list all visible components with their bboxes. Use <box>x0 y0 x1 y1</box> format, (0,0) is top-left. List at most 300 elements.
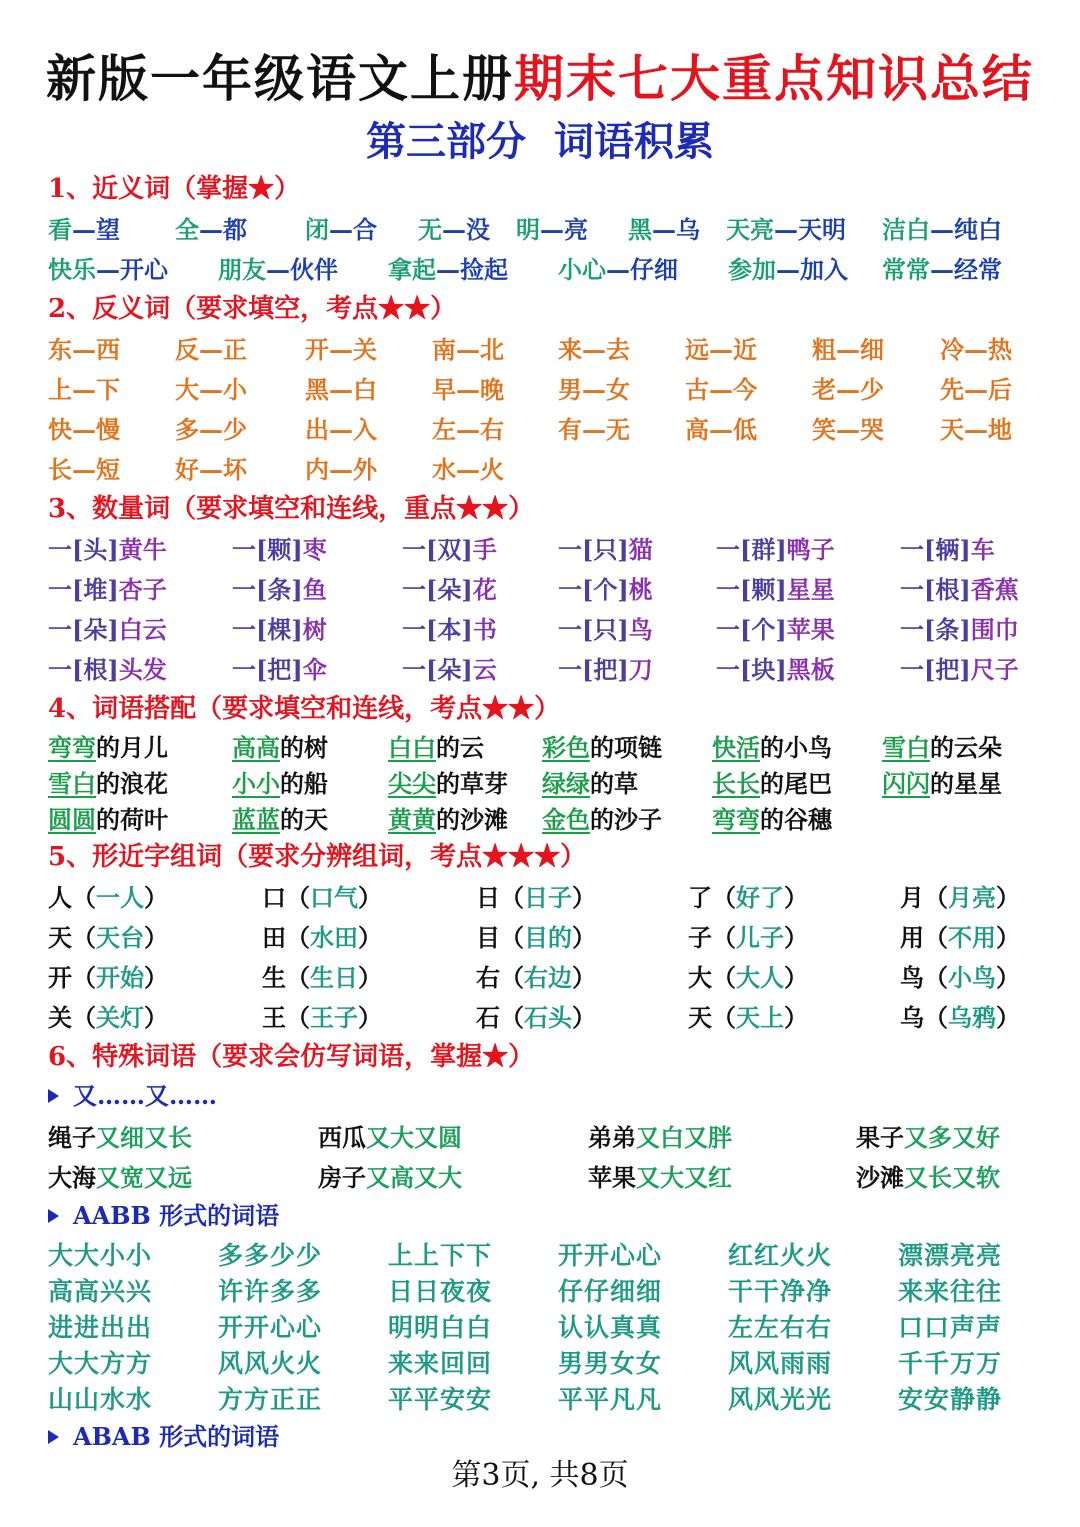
collocation-adjective: 高高 <box>232 733 280 762</box>
measure-noun: 白云 <box>118 615 167 644</box>
similar-word: 月亮 <box>948 883 996 912</box>
paren-open: （ <box>712 883 736 912</box>
you-you-noun: 果子 <box>856 1123 904 1152</box>
paren-close: ） <box>358 923 382 952</box>
you-you-item <box>318 1120 462 1156</box>
section-heading-collocations: 4、词语搭配（要求填空和连线，考点★★） <box>48 694 561 724</box>
section-heading-similar-chars: 5、形近字组词（要求分辨组词，考点★★★） <box>48 842 587 872</box>
collocation-noun: 的云 <box>436 733 484 762</box>
measure-noun: 黑板 <box>786 655 835 684</box>
similar-char-item <box>262 880 382 916</box>
paren-close: ） <box>996 883 1020 912</box>
synonym-word: 快乐 <box>48 255 96 284</box>
similar-char-item <box>900 1000 1020 1036</box>
measure-word-item <box>402 652 497 688</box>
triangle-bullet-icon <box>48 1209 59 1223</box>
paren-open: （ <box>72 963 96 992</box>
antonym-pair: 老—少 <box>812 375 884 404</box>
you-you-noun: 苹果 <box>588 1163 636 1192</box>
collocation-adjective: 圆圆 <box>48 805 96 834</box>
aabb-word: 风风火火 <box>218 1349 323 1378</box>
paren-close: ） <box>144 963 168 992</box>
similar-char-item <box>476 920 596 956</box>
measure-noun: 树 <box>302 615 327 644</box>
measure-word-item <box>402 572 497 608</box>
measure-noun: 香蕉 <box>970 575 1019 604</box>
measure-noun: 枣 <box>302 535 327 564</box>
collocation-noun: 的项链 <box>590 733 662 762</box>
synonym-dash: — <box>96 255 120 284</box>
measure-word-item <box>716 652 835 688</box>
collocation-item <box>712 766 832 802</box>
synonym-pair <box>882 212 1002 248</box>
collocation-adjective: 雪白 <box>882 733 930 762</box>
similar-word: 不用 <box>948 923 996 952</box>
similar-char: 月 <box>900 883 924 912</box>
similar-char-item <box>476 1000 596 1036</box>
you-you-label: 又……又…… <box>48 1079 217 1113</box>
measure-word-item <box>900 572 1019 608</box>
measure-word-item <box>716 572 835 608</box>
measure-noun: 围巾 <box>970 615 1019 644</box>
measure-noun: 云 <box>472 655 497 684</box>
you-you-phrase: 又细又长 <box>96 1123 192 1152</box>
antonym-pair: 上—下 <box>48 375 120 404</box>
antonym-pair: 出—入 <box>305 415 377 444</box>
paren-open: （ <box>924 1003 948 1032</box>
measure-word-item <box>48 612 167 648</box>
antonym-pair: 快—慢 <box>48 415 120 444</box>
paren-close: ） <box>358 963 382 992</box>
triangle-bullet-icon <box>48 1430 59 1444</box>
measure-noun: 书 <box>472 615 497 644</box>
paren-close: ） <box>572 923 596 952</box>
measure-unit: 根 <box>83 655 108 684</box>
paren-close: ） <box>358 1003 382 1032</box>
subtitle-part: 第三部分 <box>366 118 526 165</box>
collocation-noun: 的云朵 <box>930 733 1002 762</box>
measure-word-item <box>232 652 327 688</box>
section-heading-antonyms: 2、反义词（要求填空，考点★★） <box>48 294 457 324</box>
similar-word: 口气 <box>310 883 358 912</box>
measure-word-item <box>900 652 1019 688</box>
collocation-adjective: 黄黄 <box>388 805 436 834</box>
similar-char-item <box>48 1000 168 1036</box>
measure-word-item <box>232 572 327 608</box>
measure-bracket: ] <box>959 575 971 604</box>
similar-word: 天上 <box>736 1003 784 1032</box>
synonym-word: 明 <box>516 215 540 244</box>
collocation-adjective: 绿绿 <box>542 769 590 798</box>
you-you-phrase: 又长又软 <box>904 1163 1000 1192</box>
measure-bracket: ] <box>959 615 971 644</box>
measure-noun: 苹果 <box>786 615 835 644</box>
synonym-word: 朋友 <box>218 255 266 284</box>
paren-close: ） <box>784 883 808 912</box>
synonym-word: 黑 <box>628 215 652 244</box>
collocation-item <box>388 802 508 838</box>
measure-unit: 个 <box>593 575 618 604</box>
measure-word-item <box>900 532 995 568</box>
aabb-word: 仔仔细细 <box>558 1277 663 1306</box>
measure-numeral: 一[ <box>232 575 268 604</box>
synonym-pair <box>48 252 168 288</box>
collocation-noun: 的草 <box>590 769 638 798</box>
antonym-pair: 粗—细 <box>812 335 884 364</box>
section-heading-measure-words: 3、数量词（要求填空和连线，重点★★） <box>48 494 535 524</box>
synonym-dash: — <box>930 255 954 284</box>
synonym-word: 都 <box>223 215 247 244</box>
similar-char: 天 <box>48 923 72 952</box>
you-you-phrase: 又白又胖 <box>636 1123 732 1152</box>
measure-numeral: 一[ <box>900 575 936 604</box>
measure-word-item <box>48 532 167 568</box>
aabb-word: 大大小小 <box>48 1241 153 1270</box>
measure-word-item <box>232 532 327 568</box>
you-you-item <box>318 1160 462 1196</box>
synonym-word: 捡起 <box>460 255 508 284</box>
similar-char: 用 <box>900 923 924 952</box>
synonym-pair <box>305 212 377 248</box>
measure-unit: 朵 <box>83 615 108 644</box>
paren-open: （ <box>72 883 96 912</box>
similar-char: 王 <box>262 1003 286 1032</box>
measure-unit: 双 <box>437 535 462 564</box>
collocation-adjective: 雪白 <box>48 769 96 798</box>
antonym-pair: 大—小 <box>175 375 247 404</box>
synonym-dash: — <box>199 215 223 244</box>
antonym-pair: 开—关 <box>305 335 377 364</box>
collocation-item <box>542 766 638 802</box>
collocation-item <box>712 730 832 766</box>
similar-char: 生 <box>262 963 286 992</box>
measure-unit: 条 <box>935 615 960 644</box>
measure-bracket: ] <box>461 655 473 684</box>
measure-unit: 颗 <box>267 535 292 564</box>
similar-char: 目 <box>476 923 500 952</box>
measure-unit: 只 <box>593 615 618 644</box>
collocation-noun: 的天 <box>280 805 328 834</box>
paren-close: ） <box>996 963 1020 992</box>
paren-open: （ <box>712 963 736 992</box>
collocation-item <box>388 766 508 802</box>
antonym-pair: 左—右 <box>432 415 504 444</box>
synonym-word: 伙伴 <box>290 255 338 284</box>
synonym-pair <box>218 252 338 288</box>
synonym-dash: — <box>776 255 800 284</box>
measure-numeral: 一[ <box>900 615 936 644</box>
measure-bracket: ] <box>959 535 971 564</box>
aabb-word: 干干净净 <box>728 1277 833 1306</box>
synonym-pair <box>516 212 588 248</box>
measure-unit: 只 <box>593 535 618 564</box>
antonym-pair: 早—晚 <box>432 375 504 404</box>
synonym-pair <box>175 212 247 248</box>
collocation-item <box>232 730 328 766</box>
synonym-dash: — <box>540 215 564 244</box>
antonym-pair: 反—正 <box>175 335 247 364</box>
paren-close: ） <box>784 963 808 992</box>
measure-numeral: 一[ <box>716 655 752 684</box>
measure-word-item <box>558 572 653 608</box>
measure-word-item <box>558 532 653 568</box>
antonym-pair: 先—后 <box>940 375 1012 404</box>
synonym-word: 天明 <box>798 215 846 244</box>
paren-open: （ <box>286 883 310 912</box>
similar-char-item <box>688 960 808 996</box>
collocation-adjective: 金色 <box>542 805 590 834</box>
collocation-item <box>882 766 1002 802</box>
paren-open: （ <box>500 1003 524 1032</box>
collocation-item <box>48 766 168 802</box>
aabb-word: 方方正正 <box>218 1385 323 1414</box>
synonym-word: 亮 <box>564 215 588 244</box>
measure-numeral: 一[ <box>716 615 752 644</box>
you-you-noun: 西瓜 <box>318 1123 366 1152</box>
collocation-item <box>882 730 1002 766</box>
similar-char: 口 <box>262 883 286 912</box>
paren-close: ） <box>572 1003 596 1032</box>
page-footer: 第3页, 共8页 <box>451 1458 629 1493</box>
measure-unit: 条 <box>267 575 292 604</box>
paren-open: （ <box>286 963 310 992</box>
similar-char-item <box>48 880 168 916</box>
measure-unit: 根 <box>935 575 960 604</box>
collocation-adjective: 蓝蓝 <box>232 805 280 834</box>
aabb-word: 山山水水 <box>48 1385 153 1414</box>
paren-open: （ <box>500 963 524 992</box>
antonym-pair: 好—坏 <box>175 455 247 484</box>
similar-word: 生日 <box>310 963 358 992</box>
antonym-pair: 远—近 <box>685 335 757 364</box>
collocation-noun: 的月儿 <box>96 733 168 762</box>
synonym-pair <box>628 212 700 248</box>
aabb-word: 来来往往 <box>898 1277 1003 1306</box>
synonym-dash: — <box>930 215 954 244</box>
collocation-item <box>48 802 168 838</box>
measure-unit: 头 <box>83 535 108 564</box>
you-you-noun: 房子 <box>318 1163 366 1192</box>
measure-noun: 黄牛 <box>118 535 167 564</box>
paren-close: ） <box>144 923 168 952</box>
aabb-word: 风风光光 <box>728 1385 833 1414</box>
paren-close: ） <box>358 883 382 912</box>
you-you-item <box>856 1160 1000 1196</box>
you-you-noun: 绳子 <box>48 1123 96 1152</box>
similar-char: 石 <box>476 1003 500 1032</box>
measure-numeral: 一[ <box>558 615 594 644</box>
similar-char-item <box>262 960 382 996</box>
measure-bracket: ] <box>107 575 119 604</box>
measure-numeral: 一[ <box>48 655 84 684</box>
synonym-pair <box>726 212 846 248</box>
measure-noun: 车 <box>970 535 995 564</box>
antonym-pair: 天—地 <box>940 415 1012 444</box>
paren-close: ） <box>144 1003 168 1032</box>
similar-word: 乌鸦 <box>948 1003 996 1032</box>
similar-char: 鸟 <box>900 963 924 992</box>
measure-unit: 群 <box>751 535 776 564</box>
collocation-adjective: 长长 <box>712 769 760 798</box>
measure-noun: 刀 <box>628 655 653 684</box>
collocation-item <box>542 802 662 838</box>
synonym-dash: — <box>774 215 798 244</box>
title-part-red: 期末七大重点知识总结 <box>514 49 1034 108</box>
antonym-pair: 南—北 <box>432 335 504 364</box>
measure-numeral: 一[ <box>558 535 594 564</box>
synonym-word: 常常 <box>882 255 930 284</box>
similar-char-item <box>688 1000 808 1036</box>
collocation-item <box>48 730 168 766</box>
measure-unit: 把 <box>593 655 618 684</box>
synonym-dash: — <box>329 215 353 244</box>
collocation-adjective: 白白 <box>388 733 436 762</box>
paren-open: （ <box>72 1003 96 1032</box>
aabb-word: 开开心心 <box>218 1313 323 1342</box>
aabb-label: AABB 形式的词语 <box>48 1199 279 1233</box>
measure-bracket: ] <box>959 655 971 684</box>
subtitle-topic: 词语积累 <box>554 118 714 165</box>
similar-word: 目的 <box>524 923 572 952</box>
synonym-dash: — <box>72 215 96 244</box>
similar-char: 关 <box>48 1003 72 1032</box>
measure-bracket: ] <box>461 615 473 644</box>
paren-close: ） <box>996 923 1020 952</box>
you-you-phrase: 又大又红 <box>636 1163 732 1192</box>
synonym-word: 开心 <box>120 255 168 284</box>
antonym-pair: 有—无 <box>558 415 630 444</box>
collocation-noun: 的小鸟 <box>760 733 832 762</box>
aabb-word: 安安静静 <box>898 1385 1003 1414</box>
aabb-word: 左左右右 <box>728 1313 833 1342</box>
similar-char: 了 <box>688 883 712 912</box>
similar-word: 王子 <box>310 1003 358 1032</box>
aabb-word: 日日夜夜 <box>388 1277 493 1306</box>
measure-unit: 块 <box>751 655 776 684</box>
aabb-word: 红红火火 <box>728 1241 833 1270</box>
abab-label: ABAB 形式的词语 <box>48 1420 279 1454</box>
measure-numeral: 一[ <box>558 655 594 684</box>
paren-open: （ <box>500 923 524 952</box>
measure-numeral: 一[ <box>558 575 594 604</box>
synonym-pair <box>388 252 508 288</box>
measure-numeral: 一[ <box>48 535 84 564</box>
similar-char: 开 <box>48 963 72 992</box>
measure-numeral: 一[ <box>402 615 438 644</box>
measure-word-item <box>48 652 167 688</box>
antonym-pair: 东—西 <box>48 335 120 364</box>
measure-bracket: ] <box>461 575 473 604</box>
measure-unit: 本 <box>437 615 462 644</box>
aabb-word: 男男女女 <box>558 1349 663 1378</box>
measure-bracket: ] <box>291 575 303 604</box>
aabb-word: 明明白白 <box>388 1313 493 1342</box>
paren-open: （ <box>924 923 948 952</box>
synonym-word: 乌 <box>676 215 700 244</box>
measure-numeral: 一[ <box>48 575 84 604</box>
synonym-word: 参加 <box>728 255 776 284</box>
collocation-noun: 的沙滩 <box>436 805 508 834</box>
collocation-item <box>542 730 662 766</box>
antonym-pair: 水—火 <box>432 455 504 484</box>
measure-bracket: ] <box>461 535 473 564</box>
measure-bracket: ] <box>107 615 119 644</box>
similar-char-item <box>262 920 382 956</box>
antonym-pair: 内—外 <box>305 455 377 484</box>
similar-char: 天 <box>688 1003 712 1032</box>
measure-unit: 把 <box>935 655 960 684</box>
paren-open: （ <box>286 1003 310 1032</box>
aabb-word: 许许多多 <box>218 1277 323 1306</box>
antonym-pair: 古—今 <box>685 375 757 404</box>
similar-word: 石头 <box>524 1003 572 1032</box>
measure-unit: 把 <box>267 655 292 684</box>
similar-char: 子 <box>688 923 712 952</box>
synonym-word: 看 <box>48 215 72 244</box>
synonym-word: 加入 <box>800 255 848 284</box>
triangle-bullet-icon <box>48 1089 59 1103</box>
collocation-noun: 的荷叶 <box>96 805 168 834</box>
measure-numeral: 一[ <box>716 535 752 564</box>
paren-close: ） <box>572 963 596 992</box>
synonym-pair <box>48 212 120 248</box>
measure-noun: 鸟 <box>628 615 653 644</box>
similar-char-item <box>900 880 1020 916</box>
synonym-word: 纯白 <box>954 215 1002 244</box>
paren-open: （ <box>712 1003 736 1032</box>
measure-bracket: ] <box>775 575 787 604</box>
synonym-word: 合 <box>353 215 377 244</box>
measure-numeral: 一[ <box>48 615 84 644</box>
you-you-item <box>856 1120 1000 1156</box>
collocation-noun: 的草芽 <box>436 769 508 798</box>
you-you-noun: 大海 <box>48 1163 96 1192</box>
aabb-word: 风风雨雨 <box>728 1349 833 1378</box>
synonym-word: 全 <box>175 215 199 244</box>
aabb-word: 开开心心 <box>558 1241 663 1270</box>
synonym-word: 无 <box>418 215 442 244</box>
paren-open: （ <box>500 883 524 912</box>
you-you-item <box>48 1160 192 1196</box>
similar-char-item <box>688 920 808 956</box>
collocation-noun: 的星星 <box>930 769 1002 798</box>
collocation-adjective: 弯弯 <box>712 805 760 834</box>
measure-unit: 朵 <box>437 655 462 684</box>
measure-bracket: ] <box>107 535 119 564</box>
similar-word: 小鸟 <box>948 963 996 992</box>
you-you-phrase: 又大又圆 <box>366 1123 462 1152</box>
paren-open: （ <box>924 883 948 912</box>
similar-word: 好了 <box>736 883 784 912</box>
measure-numeral: 一[ <box>232 535 268 564</box>
measure-noun: 头发 <box>118 655 167 684</box>
aabb-word: 大大方方 <box>48 1349 153 1378</box>
measure-bracket: ] <box>775 655 787 684</box>
synonym-word: 经常 <box>954 255 1002 284</box>
paren-close: ） <box>572 883 596 912</box>
page-subtitle <box>0 116 1080 168</box>
similar-char-item <box>48 920 168 956</box>
collocation-item <box>232 802 328 838</box>
aabb-word: 多多少少 <box>218 1241 323 1270</box>
paren-open: （ <box>712 923 736 952</box>
paren-close: ） <box>784 1003 808 1032</box>
measure-unit: 朵 <box>437 575 462 604</box>
similar-word: 水田 <box>310 923 358 952</box>
collocation-item <box>232 766 328 802</box>
synonym-pair <box>882 252 1002 288</box>
measure-unit: 棵 <box>267 615 292 644</box>
